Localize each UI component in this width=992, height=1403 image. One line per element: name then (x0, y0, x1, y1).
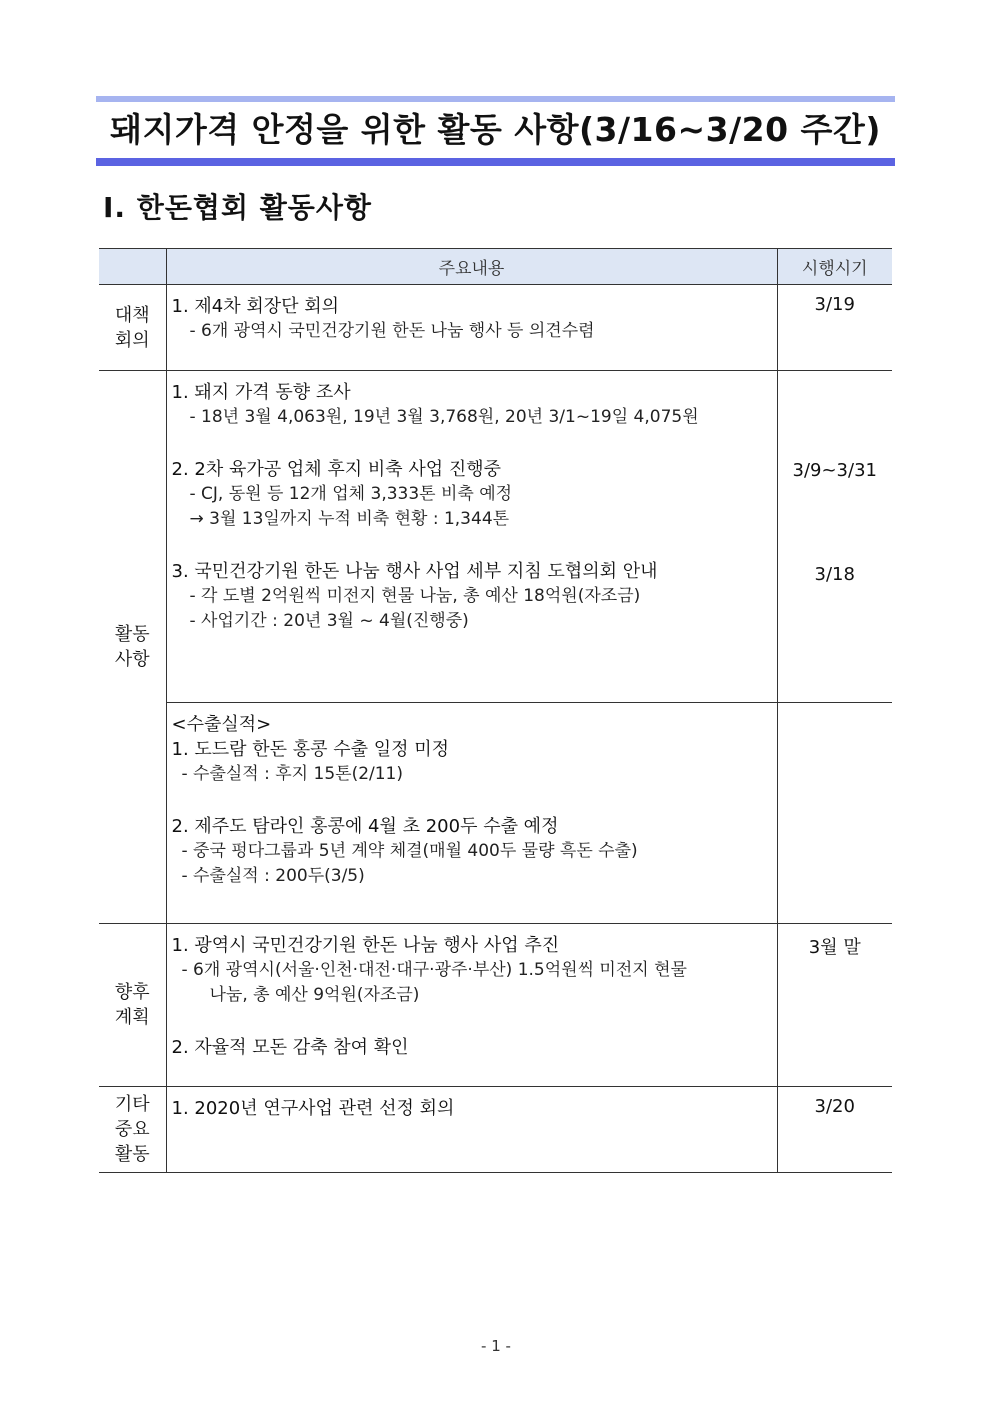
date-value: 3/9~3/31 (792, 460, 877, 481)
content-plan (166, 924, 777, 1087)
export-heading: <수출실적> (171, 714, 272, 735)
list-item: 1. 광역시 국민건강기원 한돈 나눔 행사 사업 추진 (171, 935, 560, 956)
content-export (166, 703, 777, 924)
section-heading: Ⅰ. 한돈협회 활동사항 (103, 191, 372, 224)
list-item-detail: - 수출실적 : 200두(3/5) (181, 866, 365, 886)
list-item: 1. 제4차 회장단 회의 (171, 296, 340, 317)
header-period: 시행시기 (777, 249, 892, 285)
content-other (166, 1087, 777, 1173)
list-item-detail-cont: 나눔, 총 예산 9억원(자조금) (209, 985, 420, 1005)
date-cell-empty (777, 703, 892, 924)
activity-table (99, 248, 892, 1173)
header-content: 주요내용 (166, 249, 777, 285)
list-item: 2. 2차 육가공 업체 후지 비축 사업 진행중 (171, 459, 501, 480)
date-cell (777, 371, 892, 703)
title-bar-bottom (96, 158, 895, 166)
list-item-detail: - 6개 광역시 국민건강기원 한돈 나눔 행사 등 의견수렴 (189, 321, 595, 341)
table-row (99, 1087, 892, 1173)
document-title: 돼지가격 안정을 위한 활동 사항(3/16~3/20 주간) (110, 110, 881, 149)
list-item: 1. 돼지 가격 동향 조사 (171, 382, 351, 403)
list-item-detail: - 사업기간 : 20년 3월 ~ 4월(진행중) (189, 611, 469, 631)
date-value: 3월 말 (808, 937, 861, 958)
list-item: 1. 도드람 한돈 홍콩 수출 일정 미정 (171, 739, 450, 760)
list-item-detail: - 18년 3월 4,063원, 19년 3월 3,768원, 20년 3/1~19일 4,075원 (189, 407, 699, 427)
list-item: 1. 2020년 연구사업 관련 선정 회의 (171, 1098, 455, 1119)
list-item-detail: - 중국 펑다그룹과 5년 계약 체결(매월 400두 물량 흑돈 수출) (181, 841, 638, 861)
table-row (99, 924, 892, 1087)
list-item: 2. 자율적 모돈 감축 참여 확인 (171, 1037, 409, 1058)
document-title-block (96, 96, 895, 166)
header-blank (99, 249, 166, 285)
category-activity: 활동 사항 (99, 371, 166, 924)
page-number: - 1 - (481, 1337, 511, 1355)
content-activity (166, 371, 777, 703)
date-cell (777, 924, 892, 1087)
date-value: 3/20 (814, 1096, 855, 1117)
list-item-detail: - 6개 광역시(서울·인천·대전·대구·광주·부산) 1.5억원씩 미전지 현물 (181, 960, 687, 980)
date-value: 3/18 (814, 564, 855, 585)
category-plan: 향후 계획 (99, 924, 166, 1087)
date-cell (777, 285, 892, 371)
list-item-detail: - 수출실적 : 후지 15톤(2/11) (181, 764, 404, 784)
content-meeting (166, 285, 777, 371)
table-row (99, 285, 892, 371)
list-item: 3. 국민건강기원 한돈 나눔 행사 사업 세부 지침 도협의회 안내 (171, 561, 658, 582)
list-item-detail: - 각 도별 2억원씩 미전지 현물 나눔, 총 예산 18억원(자조금) (189, 586, 641, 606)
list-item: 2. 제주도 탐라인 홍콩에 4월 초 200두 수출 예정 (171, 816, 559, 837)
date-value: 3/19 (814, 294, 855, 315)
list-item-detail: → 3월 13일까지 누적 비축 현황 : 1,344톤 (189, 509, 510, 529)
table-row (99, 703, 892, 924)
category-other: 기타 중요 활동 (99, 1087, 166, 1173)
table-header-row (99, 249, 892, 285)
date-cell (777, 1087, 892, 1173)
table-row (99, 371, 892, 703)
list-item-detail: - CJ, 동원 등 12개 업체 3,333톤 비축 예정 (189, 484, 513, 504)
category-meeting: 대책 회의 (99, 285, 166, 371)
